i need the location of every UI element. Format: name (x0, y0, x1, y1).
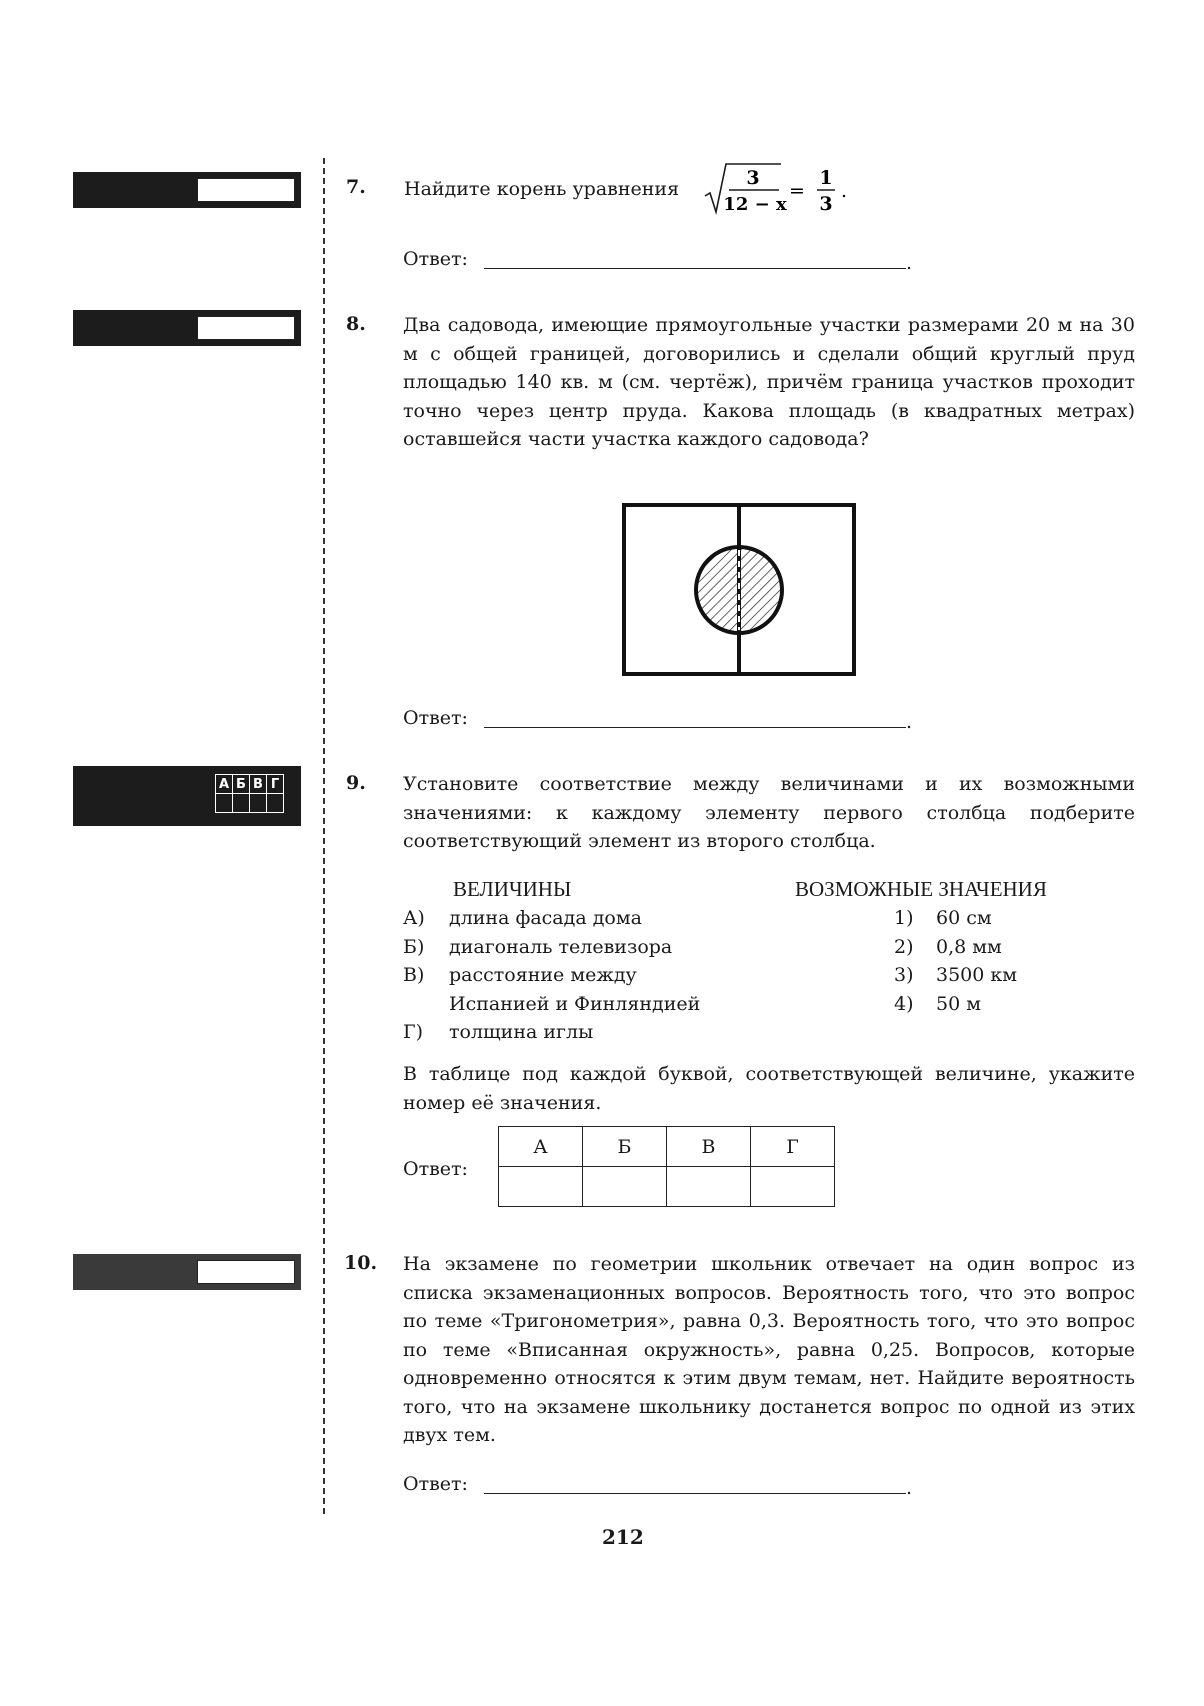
answer-table-header: В (667, 1127, 751, 1167)
mini-grid-letter: В (250, 775, 267, 794)
answer-period: . (906, 711, 913, 733)
quantity-row: Испанией и Финляндией (449, 992, 701, 1015)
mini-grid-letter: А (216, 775, 233, 794)
answer-table-header: Г (751, 1127, 835, 1167)
quantity-row: А) длина фасада дома (403, 907, 642, 929)
answer-table-header: Б (583, 1127, 667, 1167)
answer-marker-7 (73, 172, 301, 208)
values-list (894, 904, 1017, 1018)
answer-box-7[interactable] (197, 178, 295, 202)
task-number-8: 8. (346, 313, 366, 335)
answer-table-cell[interactable] (583, 1167, 667, 1207)
answer-mini-grid-9[interactable] (215, 774, 284, 813)
task7-prompt: Найдите корень уравнения (404, 178, 680, 200)
answer-box-8[interactable] (197, 316, 295, 340)
mini-grid-cell[interactable] (250, 794, 267, 813)
quantity-row: Г) толщина иглы (403, 1021, 594, 1043)
period: . (841, 180, 848, 202)
task-number-10: 10. (344, 1252, 378, 1274)
equals-sign: = (789, 180, 805, 202)
task-number-7: 7. (346, 176, 366, 198)
task8-text: Два садовода, имеющие прямоугольные участки размерами 20 м на 30 м с общей границей, договорились и сделали общий круглый пруд площадью 140 кв. м (см. чертёж), причём граница участков проходит точно через центр пруда. Какова площадь (в квадратных метрах) оставшейся части участка каждого садовода? (403, 314, 1135, 450)
answer-marker-8 (73, 310, 301, 346)
frac2-denominator: 3 (819, 193, 833, 215)
mini-grid-letter: Г (267, 775, 284, 794)
mini-grid-cell[interactable] (216, 794, 233, 813)
frac2-numerator: 1 (819, 167, 833, 189)
task7-equation (703, 160, 863, 220)
pond-diagram (620, 502, 860, 678)
answer-period: . (906, 1477, 913, 1499)
frac1-numerator: 3 (746, 167, 760, 189)
task-number-9: 9. (346, 772, 366, 794)
answer-marker-10 (73, 1254, 301, 1290)
answer-line-8[interactable] (484, 727, 906, 728)
answer-label-7: Ответ: (403, 248, 468, 270)
answer-box-10[interactable] (197, 1260, 295, 1284)
answer-table-9 (498, 1126, 835, 1207)
answer-label-8: Ответ: (403, 707, 468, 729)
quantity-row: В) расстояние между (403, 964, 637, 986)
quantities-column-header: ВЕЛИЧИНЫ (453, 877, 572, 901)
value-row: 2) 0,8 мм (894, 935, 1002, 958)
value-row: 3) 3500 км (894, 964, 1018, 986)
mini-grid-cell[interactable] (267, 794, 284, 813)
cut-line (323, 158, 325, 1514)
task9-instruction: В таблице под каждой буквой, соответствующей величине, укажите номер её значения. (403, 1063, 1135, 1114)
answer-line-10[interactable] (484, 1493, 906, 1494)
answer-period: . (906, 252, 913, 274)
answer-table-cell[interactable] (667, 1167, 751, 1207)
values-column-header: ВОЗМОЖНЫЕ ЗНАЧЕНИЯ (795, 877, 1047, 901)
answer-table-header: А (499, 1127, 583, 1167)
value-row: 1) 60 см (894, 907, 992, 929)
frac1-denominator: 12 − x (723, 194, 787, 215)
answer-label-9: Ответ: (403, 1158, 468, 1180)
mini-grid-cell[interactable] (233, 794, 250, 813)
mini-grid-letter: Б (233, 775, 250, 794)
page-number: 212 (602, 1525, 644, 1549)
answer-table-cell[interactable] (499, 1167, 583, 1207)
quantities-list (403, 904, 700, 1047)
task9-text: Установите соответствие между величинами и их возможными значениями: к каждому элементу первого столбца подберите соответствующий элемент из второго столбца. (403, 773, 1135, 852)
value-row: 4) 50 м (894, 992, 981, 1015)
answer-label-10: Ответ: (403, 1473, 468, 1495)
quantity-row: Б) диагональ телевизора (403, 935, 673, 958)
answer-line-7[interactable] (484, 268, 906, 269)
answer-marker-9 (73, 766, 301, 826)
answer-table-cell[interactable] (751, 1167, 835, 1207)
task10-text: На экзамене по геометрии школьник отвечает на один вопрос из списка экзаменационных вопросов. Вероятность того, что это вопрос по теме «Тригонометрия», равна 0,3. Вероятность того, что это вопрос по теме «Вписанная окружность», равна 0,25. Вопросов, которые одновременно относятся к этим двум темам, нет. Найдите вероятность того, что на экзамене школьнику достанется вопрос по одной из этих двух тем. (403, 1253, 1135, 1446)
